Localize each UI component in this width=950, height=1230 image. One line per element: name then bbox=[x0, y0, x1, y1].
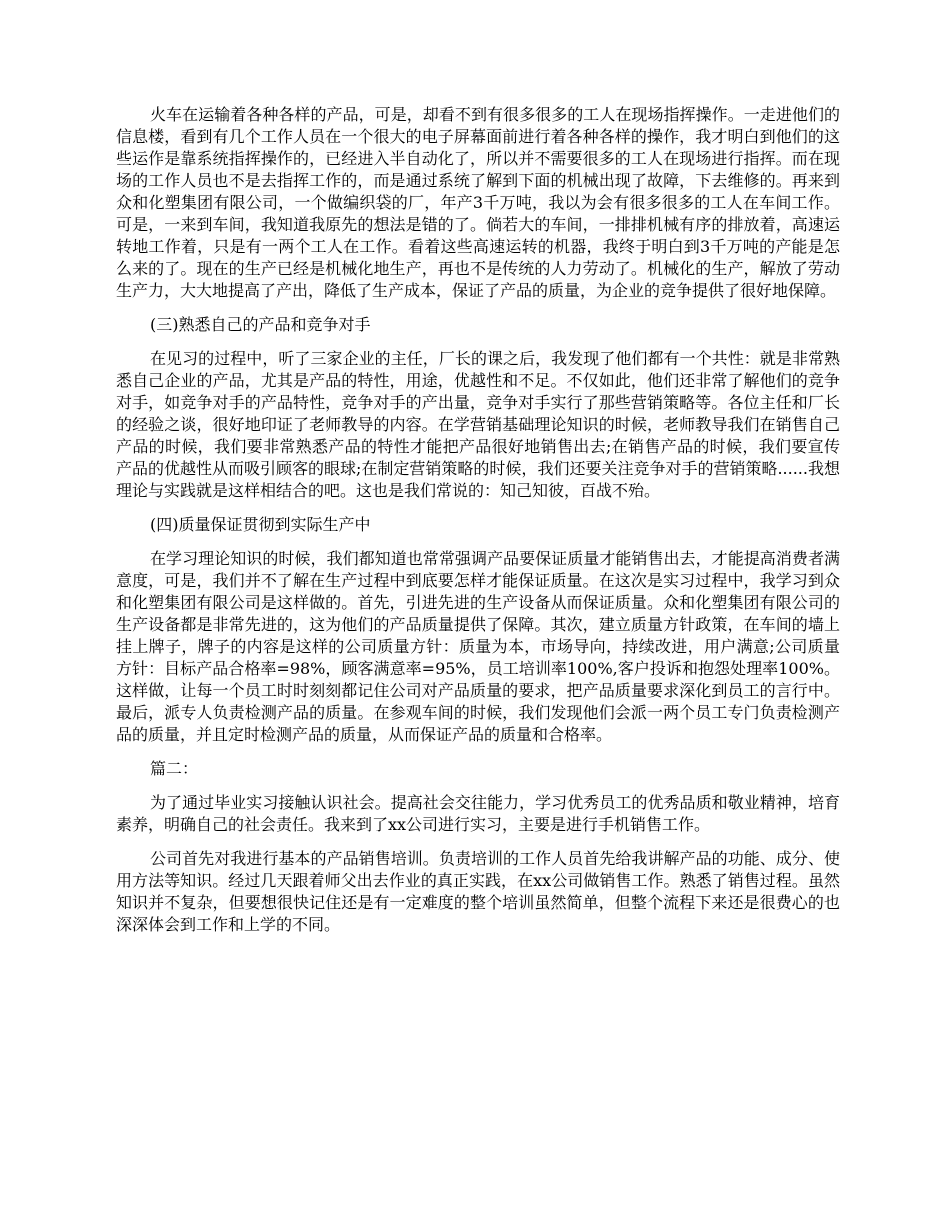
section-heading-3: (三)熟悉自己的产品和竞争对手 bbox=[150, 315, 371, 334]
paragraph-competitors: 在见习的过程中，听了三家企业的主任，厂长的课之后，我发现了他们都有一个共性：就是非常熟悉自己企业的产品，尤其是产品的特性，用途，优越性和不足。不仅如此，他们还非常了解他们的竞争对手，如竞争对手的产品特性，竞争对手的产出量，竞争对手实行了那些营销策略等。各位主任和厂长的经验之谈，很好地印证了老师教导的内容。在学营销基础理论知识的时候，老师教导我们在销售自己产品的时候，我们要非常熟悉产品的特性才能把产品很好地销售出去;在销售产品的时候，我们要宣传产品的优越性从而吸引顾客的眼球;在制定营销策略的时候，我们还要关注竞争对手的营销策略......我想理论与实践就是这样相结合的吧。这也是我们常说的：知己知彼，百战不殆。 bbox=[116, 349, 840, 500]
part-two-heading: 篇二： bbox=[150, 759, 199, 778]
paragraph-internship-intro: 为了通过毕业实习接触认识社会。提高社会交往能力，学习优秀员工的优秀品质和敬业精神，培育素养，明确自己的社会责任。我来到了xx公司进行实习，主要是进行手机销售工作。 bbox=[116, 793, 840, 834]
paragraph-training: 公司首先对我进行基本的产品销售培训。负责培训的工作人员首先给我讲解产品的功能、成分、使用方法等知识。经过几天跟着师父出去作业的真正实践，在xx公司做销售工作。熟悉了销售过程。虽然知识并不复杂，但要想很快记住还是有一定难度的整个培训虽然简单，但整个流程下来还是很费心的也深深体会到工作和上学的不同。 bbox=[116, 849, 840, 934]
paragraph-quality: 在学习理论知识的时候，我们都知道也常常强调产品要保证质量才能销售出去，才能提高消费者满意度，可是，我们并不了解在生产过程中到底要怎样才能保证质量。在这次是实习过程中，我学习到众和化塑集团有限公司是这样做的。首先，引进先进的生产设备从而保证质量。众和化塑集团有限公司的生产设备都是非常先进的，这为他们的产品质量提供了保障。其次，建立质量方针政策，在车间的墙上挂上牌子，牌子的内容是这样的公司质量方针：质量为本，市场导向，持续改进，用户满意;公司质量方针：目标产品合格率=98%，顾客满意率=95%，员工培训率100%,客户投诉和抱怨处理率100%。这样做，让每一个员工时时刻刻都记住公司对产品质量的要求，把产品质量要求深化到员工的言行中。最后，派专人负责检测产品的质量。在参观车间的时候，我们发现他们会派一两个员工专门负责检测产品的质量，并且定时检测产品的质量，从而保证产品的质量和合格率。 bbox=[116, 549, 840, 744]
paragraph-transport: 火车在运输着各种各样的产品，可是，却看不到有很多很多的工人在现场指挥操作。一走进他们的信息楼，看到有几个工作人员在一个很大的电子屏幕面前进行着各种各样的操作，我才明白到他们的这些运作是靠系统指挥操作的，已经进入半自动化了，所以并不需要很多的工人在现场进行指挥。而在现场的工作人员也不是去指挥工作的，而是通过系统了解到下面的机械出现了故障，下去维修的。再来到众和化塑集团有限公司，一个做编织袋的厂，年产3千万吨，我以为会有很多很多的工人在车间工作。可是，一来到车间，我知道我原先的想法是错的了。倘若大的车间，一排排机械有序的排放着，高速运转地工作着，只是有一两个工人在工作。看着这些高速运转的机器，我终于明白到3千万吨的产能是怎么来的了。现在的生产已经是机械化地生产，再也不是传统的人力劳动了。机械化的生产，解放了劳动生产力，大大地提高了产出，降低了生产成本，保证了产品的质量，为企业的竞争提供了很好地保障。 bbox=[116, 105, 840, 300]
section-heading-4: (四)质量保证贯彻到实际生产中 bbox=[150, 515, 371, 534]
document-body bbox=[116, 104, 840, 948]
